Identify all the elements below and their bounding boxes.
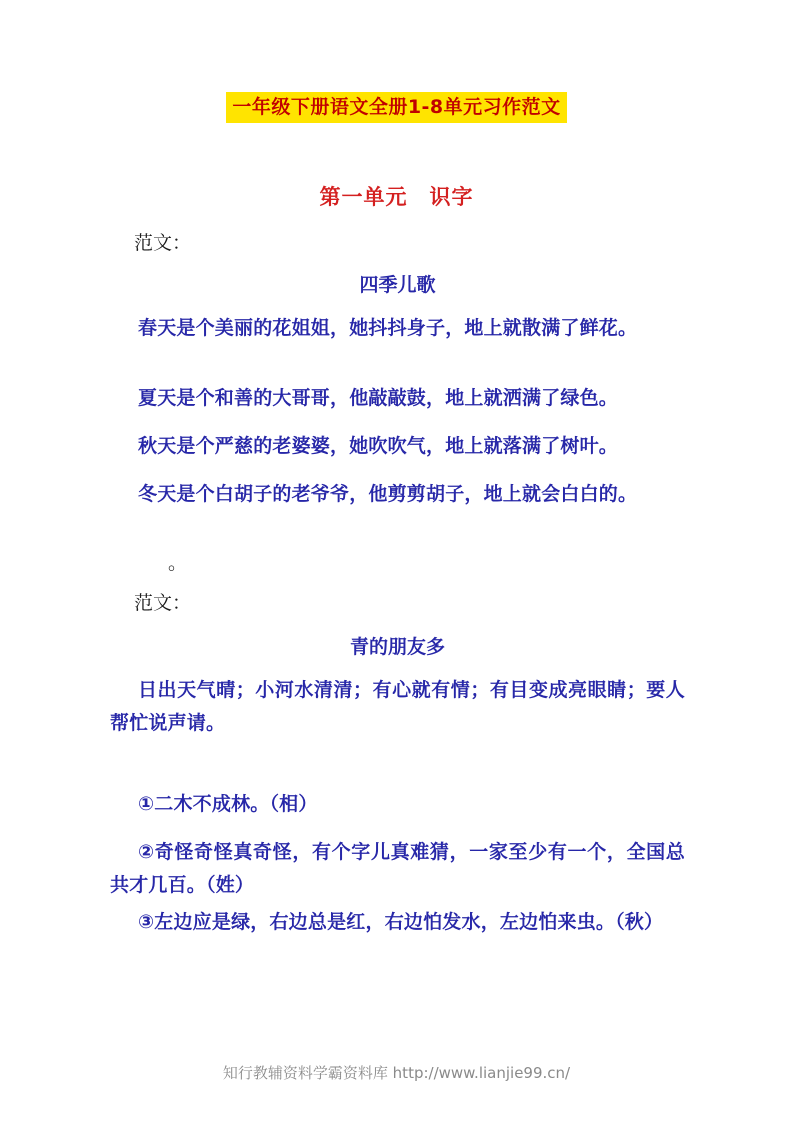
- riddle-item-3: ③左边应是绿，右边总是红，右边怕发水，左边怕来虫。（秋）: [138, 911, 664, 933]
- sample-one-subtitle: 四季儿歌: [359, 274, 436, 296]
- footer-watermark: 知行教辅资料学霸资料库 http://www.lianjie99.cn/: [222, 1064, 571, 1082]
- sample-one-paragraph-spring: 春天是个美丽的花姐姐，她抖抖身子，地上就散满了鲜花。: [138, 317, 638, 339]
- sample-one-paragraph-winter: 冬天是个白胡子的老爷爷，他剪剪胡子，地上就会白白的。: [138, 483, 638, 505]
- section-heading-unit-1: 第一单元 识字: [319, 185, 474, 209]
- sample-two-paragraph-qing: 日出天气晴；小河水清清；有心就有情；有目变成亮眼睛；要人帮忙说声请。: [110, 679, 685, 734]
- page-title: 一年级下册语文全册1-8单元习作范文: [226, 92, 566, 123]
- sample-one-label: 范文：: [134, 232, 192, 254]
- sample-two-label: 范文：: [134, 592, 192, 614]
- riddle-item-1: ①二木不成林。（相）: [138, 793, 318, 815]
- document-title-row: [0, 92, 793, 123]
- sample-one-paragraph-autumn: 秋天是个严慈的老婆婆，她吹吹气，地上就落满了树叶。: [138, 435, 619, 457]
- sample-one-paragraph-summer: 夏天是个和善的大哥哥，他敲敲鼓，地上就洒满了绿色。: [138, 387, 619, 409]
- riddle-item-2: ②奇怪奇怪真奇怪，有个字儿真难猜，一家至少有一个，全国总共才几百。（姓）: [110, 841, 685, 896]
- sample-one-trailing-mark: 。: [168, 552, 188, 574]
- sample-two-subtitle: 青的朋友多: [349, 636, 445, 658]
